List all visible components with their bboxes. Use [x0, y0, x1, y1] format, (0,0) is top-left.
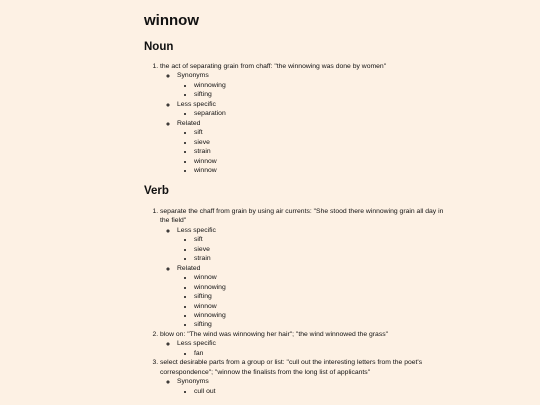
related-word: • sifting [194, 90, 444, 99]
related-word: • winnow [194, 273, 444, 282]
sense-definition: blow on: "The wind was winnowing her hair"; "the wind winnowed the grass" [160, 330, 389, 338]
related-word: • winnowing [194, 283, 444, 292]
verb-sense-1 [160, 207, 444, 330]
less-specific-group: ◦ Less specific • separation [177, 100, 444, 119]
verb-sense-2 [160, 330, 444, 358]
related-word: • winnow [194, 166, 444, 175]
word-title: winnow [144, 12, 199, 29]
related-word: • strain [194, 147, 444, 156]
related-word: • winnowing [194, 311, 444, 320]
verb-sense-3 [160, 358, 444, 396]
related-word: • sieve [194, 245, 444, 254]
related-word: • sieve [194, 138, 444, 147]
related-word: • sift [194, 128, 444, 137]
sense-definition: the act of separating grain from chaff: "the winnowing was done by women" [160, 63, 387, 70]
related-word: • sift [194, 235, 444, 244]
less-specific-group: ◦ Less specific • sift • sieve • strain [177, 226, 444, 264]
noun-heading: Noun [144, 41, 174, 53]
related-word: • separation [194, 109, 444, 118]
sense-definition: select desirable parts from a group or list: "cull out the interesting letters from the poet's correspondence"; "winnow the finalists from the long list of applicants" [160, 359, 423, 376]
noun-section [144, 62, 444, 175]
synonyms-group: ◦ Synonyms • winnowing • sifting [177, 71, 444, 99]
noun-sense-1 [160, 62, 444, 175]
related-word: • sifting [194, 292, 444, 301]
noun-sense-list [144, 62, 444, 175]
related-word: • winnow [194, 157, 444, 166]
verb-section [144, 207, 444, 396]
synonyms-group: ◦ Synonyms • cull out [177, 377, 444, 396]
verb-sense-list [144, 207, 444, 396]
related-group: ◦ Related • winnow • winnowing • sifting • winnow • winnowing • sifting [177, 264, 444, 330]
less-specific-group: ◦ Less specific • fan [177, 339, 444, 358]
related-word: • cull out [194, 387, 444, 396]
related-word: • winnow [194, 302, 444, 311]
verb-heading: Verb [144, 185, 169, 197]
related-word: • strain [194, 254, 444, 263]
related-word: • sifting [194, 320, 444, 329]
related-word: • fan [194, 349, 444, 358]
sense-definition: separate the chaff from grain by using air currents: "She stood there winnowing grain all day in the field" [160, 208, 444, 225]
related-word: • winnowing [194, 81, 444, 90]
related-group: ◦ Related • sift • sieve • strain • winnow • winnow [177, 119, 444, 176]
